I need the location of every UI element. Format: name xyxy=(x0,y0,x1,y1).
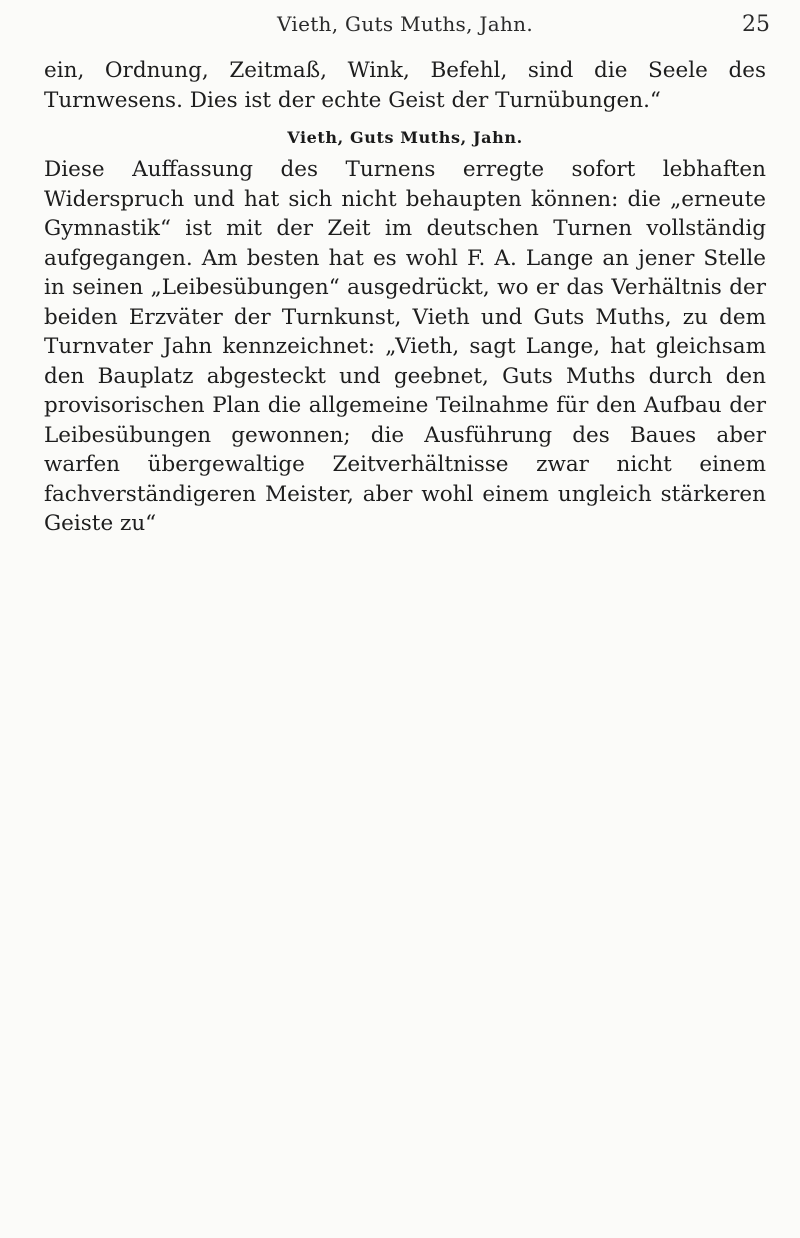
paragraph-continuation: ein, Ordnung, Zeitmaß, Wink, Befehl, sind die Seele des Turnwesens. Dies ist der echte Geist der Turnübungen.“ xyxy=(44,58,766,113)
running-title: Vieth, Guts Muths, Jahn. xyxy=(277,12,533,36)
running-head xyxy=(40,12,770,48)
text-block xyxy=(44,56,766,539)
paragraph-main: Diese Auffassung des Turnens erregte sofort lebhaften Widerspruch und hat sich nicht behaupten können: die „erneute Gymnastik“ ist mit der Zeit im deutschen Turnen vollständig aufgegangen. Am besten hat es wohl F. A. Lange an jener Stelle in seinen „Leibesübungen“ ausgedrückt, wo er das Verhältnis der beiden Erzväter der Turnkunst, Vieth und Guts Muths, zu dem Turnvater Jahn kennzeichnet: „Vieth, sagt Lange, hat gleichsam den Bauplatz abgesteckt und geebnet, Guts Muths durch den provisorischen Plan die allgemeine Teilnahme für den Aufbau der Leibesübungen gewonnen; die Ausführung des Baues aber warfen übergewaltige Zeitverhältnisse zwar nicht einem fachverständigeren Meister, aber wohl einem ungleich stärkeren Geiste zu“ xyxy=(44,157,766,536)
section-heading: Vieth, Guts Muths, Jahn. xyxy=(287,128,523,147)
page-number: 25 xyxy=(742,12,770,37)
